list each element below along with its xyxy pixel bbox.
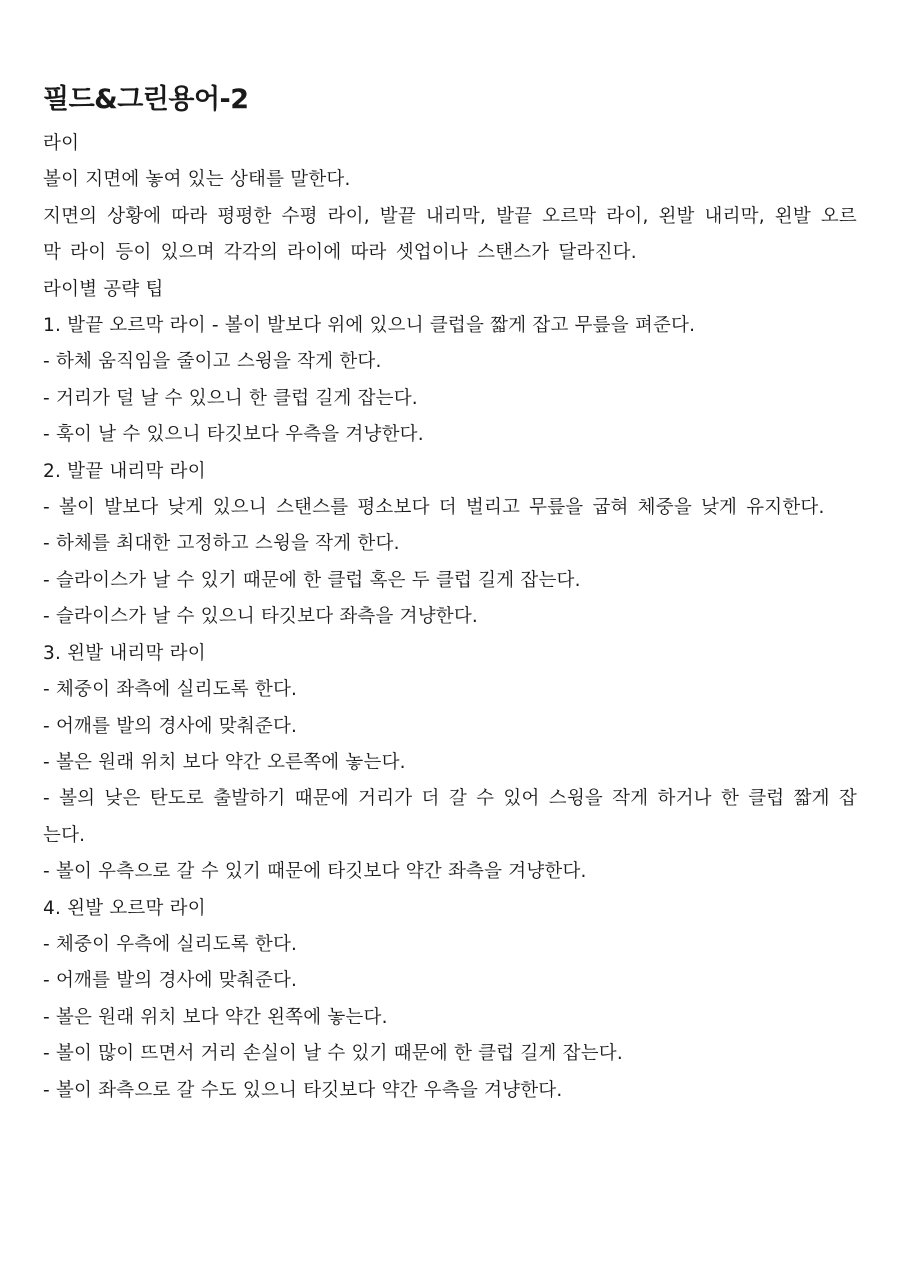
section-heading-lie: 라이	[43, 133, 80, 154]
section-4-tip: - 볼이 많이 뜨면서 거리 손실이 날 수 있기 때문에 한 클럽 길게 잡는다.	[43, 1043, 623, 1065]
section-4-tip: - 볼은 원래 위치 보다 약간 왼쪽에 놓는다.	[43, 1006, 388, 1028]
section-3-tip: - 체중이 좌측에 실리도록 한다.	[43, 679, 298, 701]
section-3-tip: - 볼의 낮은 탄도로 출발하기 때문에 거리가 더 갈 수 있어 스윙을 작게 하거나 한 클럽 짧게 잡는다.	[43, 788, 857, 846]
section-3-tip: - 볼은 원래 위치 보다 약간 오른쪽에 놓는다.	[43, 751, 406, 773]
section-3-tip: - 볼이 우측으로 갈 수 있기 때문에 타깃보다 약간 좌측을 겨냥한다.	[43, 861, 587, 883]
tips-heading: 라이별 공략 팁	[43, 278, 164, 300]
section-4-tip: - 볼이 좌측으로 갈 수도 있으니 타깃보다 약간 우측을 겨냥한다.	[43, 1079, 563, 1101]
section-2-tip: - 슬라이스가 날 수 있으니 타깃보다 좌측을 겨냥한다.	[43, 606, 479, 628]
section-4-tip: - 어깨를 발의 경사에 맞춰준다.	[43, 970, 298, 992]
section-1-title: 1. 발끝 오르막 라이 - 볼이 발보다 위에 있으니 클럽을 짧게 잡고 무릎을 펴준다.	[43, 315, 696, 337]
section-2-title: 2. 발끝 내리막 라이	[43, 460, 206, 482]
section-4-tip: - 체중이 우측에 실리도록 한다.	[43, 933, 298, 955]
section-4-title: 4. 왼발 오르막 라이	[43, 897, 206, 919]
section-2-tip: - 하체를 최대한 고정하고 스윙을 작게 한다.	[43, 533, 400, 555]
lie-types-paragraph: 지면의 상황에 따라 평평한 수평 라이, 발끝 내리막, 발끝 오르막 라이, 왼발 내리막, 왼발 오르막 라이 등이 있으며 각각의 라이에 따라 셋업이나 스탠스가 달라진다.	[43, 205, 857, 264]
section-3-tip: - 어깨를 발의 경사에 맞춰준다.	[43, 715, 298, 737]
section-1-tip: - 훅이 날 수 있으니 타깃보다 우측을 겨냥한다.	[43, 424, 424, 446]
section-2-tip: - 슬라이스가 날 수 있기 때문에 한 클럽 혹은 두 클럽 길게 잡는다.	[43, 569, 581, 591]
page-title: 필드&그린용어-2	[43, 84, 249, 115]
section-1-tip: - 하체 움직임을 줄이고 스윙을 작게 한다.	[43, 351, 382, 373]
section-1-tip: - 거리가 덜 날 수 있으니 한 클럽 길게 잡는다.	[43, 387, 418, 409]
section-2-tip: - 볼이 발보다 낮게 있으니 스탠스를 평소보다 더 벌리고 무릎을 굽혀 체중을 낮게 유지한다.	[43, 497, 825, 519]
lie-definition: 볼이 지면에 놓여 있는 상태를 말한다.	[43, 169, 351, 191]
section-3-title: 3. 왼발 내리막 라이	[43, 642, 206, 664]
document-body	[43, 126, 857, 1109]
